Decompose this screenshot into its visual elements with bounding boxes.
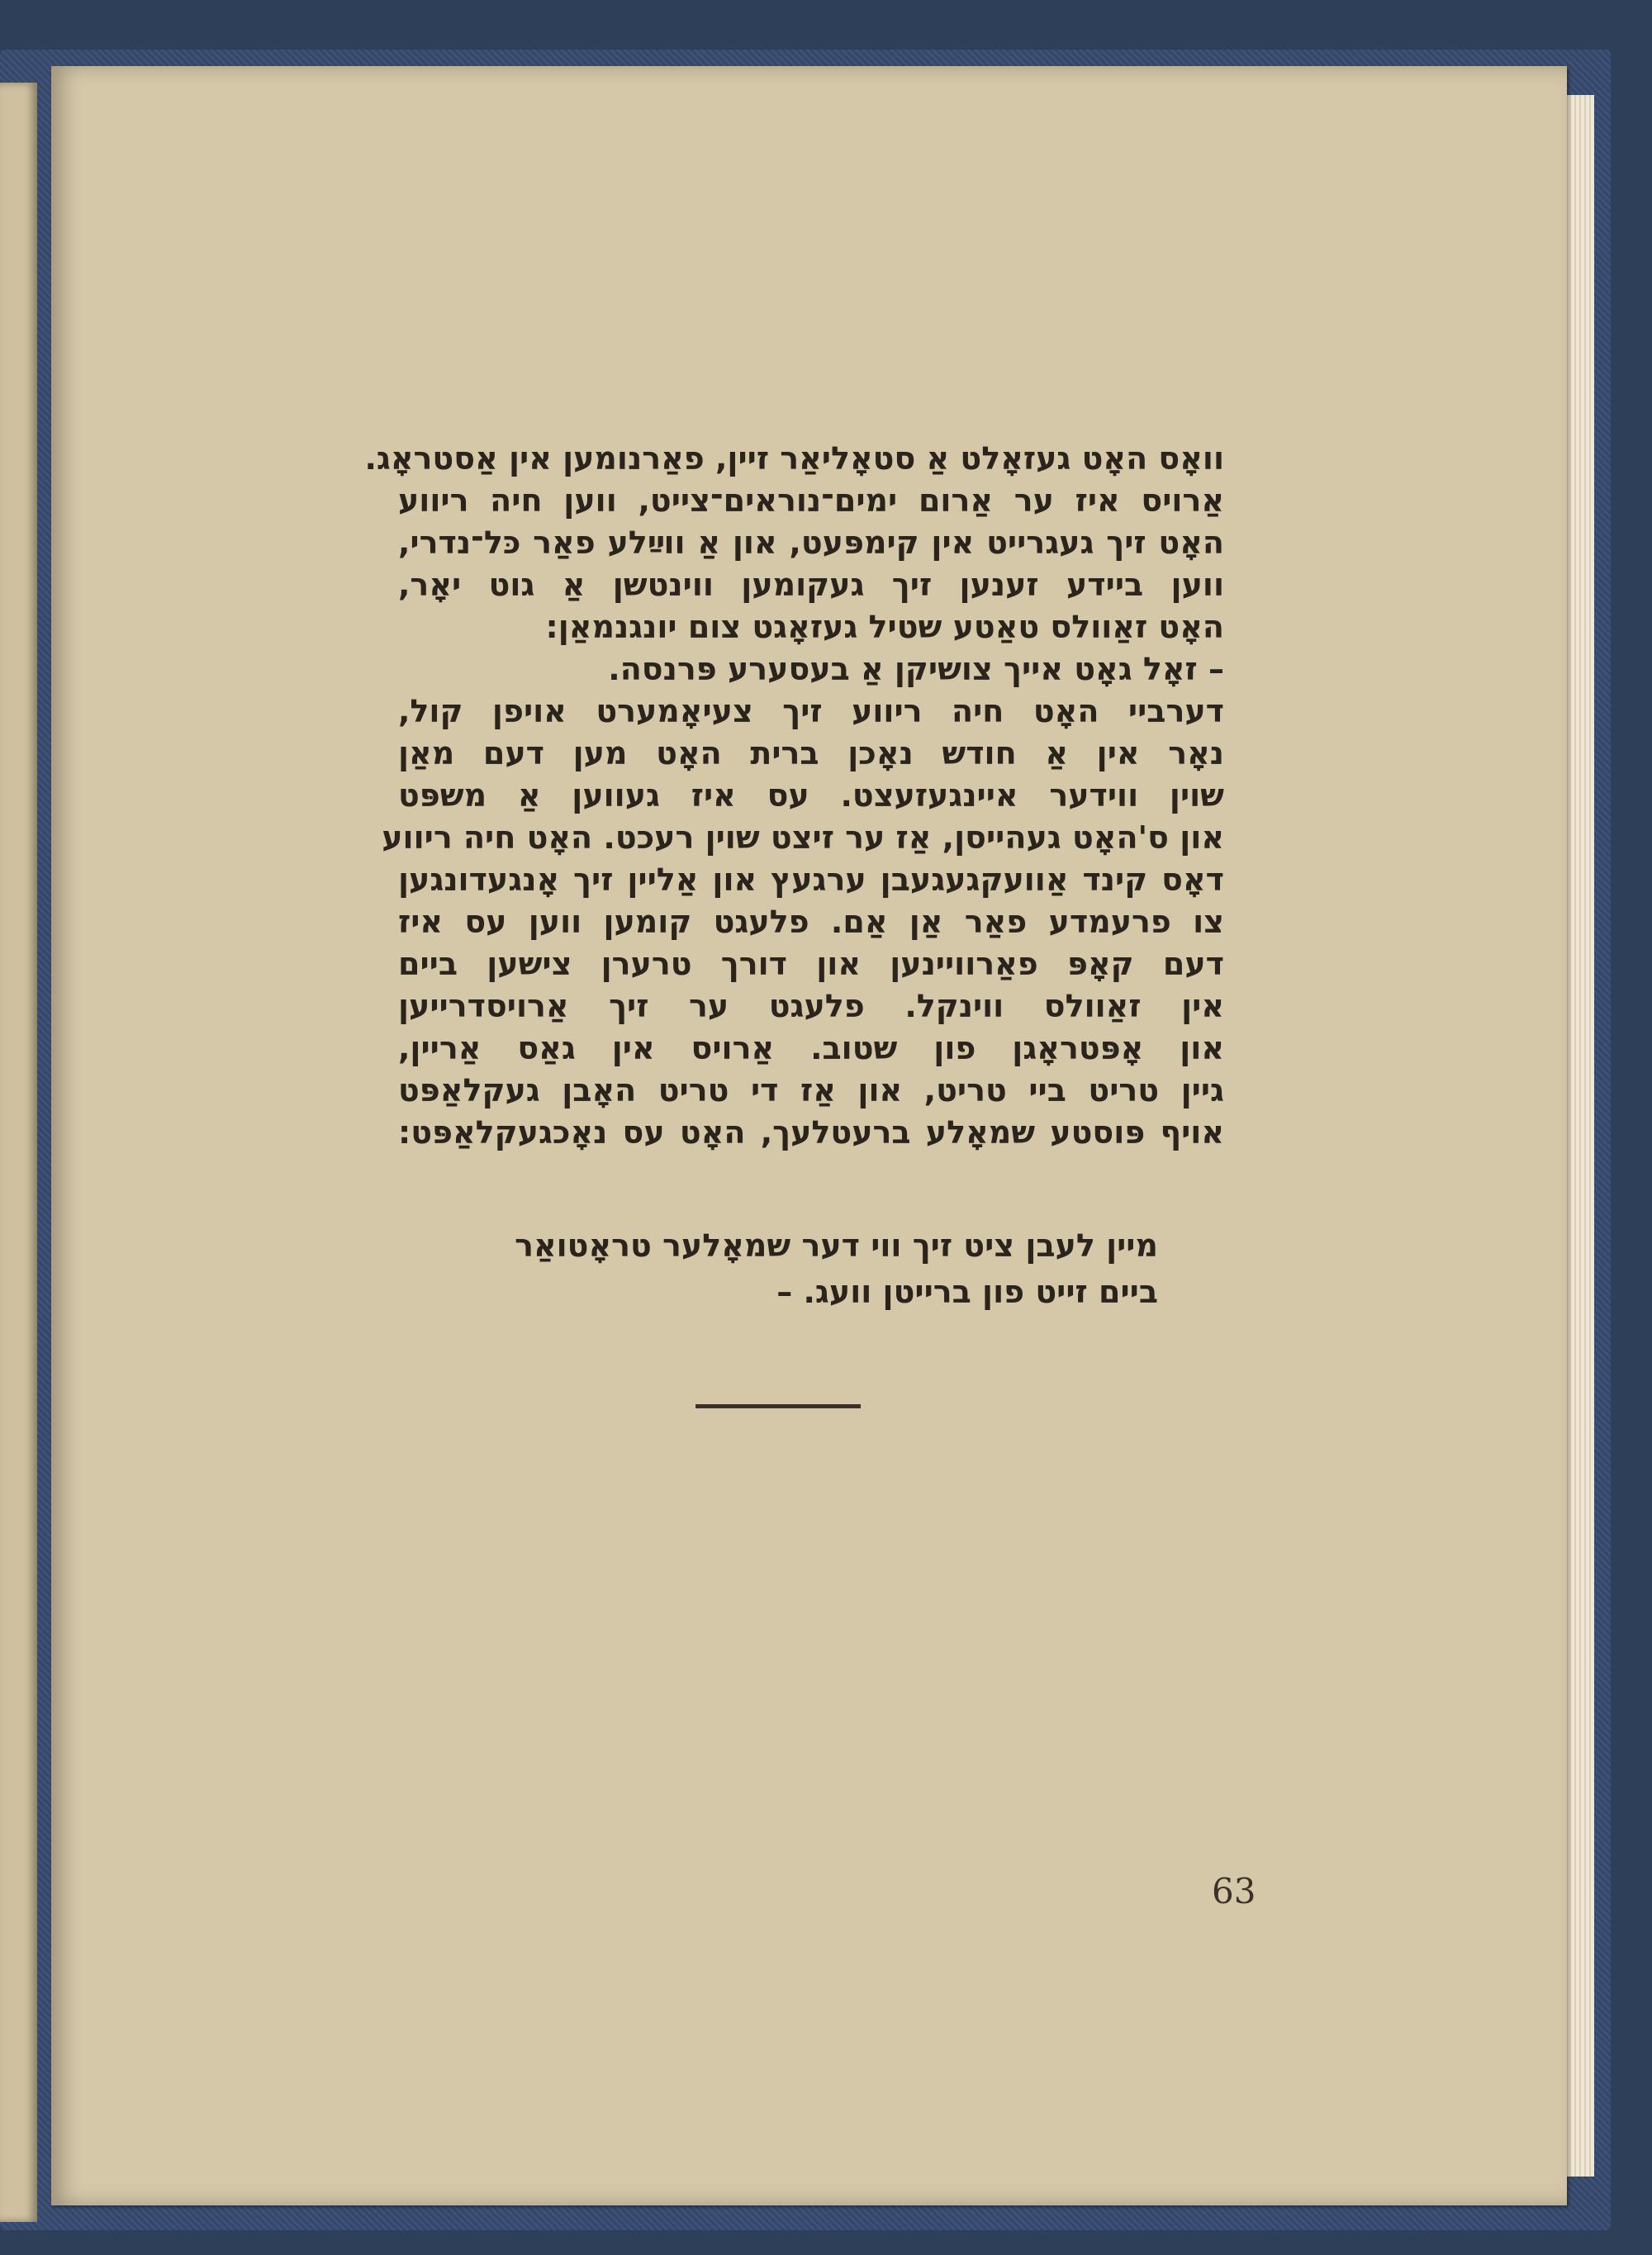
paragraph-line: האָט זיך געגרייט אין קימפּעט, און אַ ווײַלע פאַר כּל־נדרי,: [398, 525, 1224, 561]
section-divider: [695, 1404, 861, 1408]
left-page-edge: [0, 83, 37, 2222]
paragraph-line: דעם קאָפּ פאַרוויינען און דורך טרערן צישען ביים: [398, 946, 1224, 982]
paragraph-line: האָט זאַוולס טאַטע שטיל געזאָגט צום יונגנמאַן:: [545, 609, 1224, 645]
paragraph-line: גיין טריט ביי טריט, און אַז די טריט האָבן געקלאַפּט: [398, 1072, 1224, 1109]
paragraph-line: צו פרעמדע פאַר אַן אַם. פלעגט קומען ווען עס איז: [398, 904, 1224, 940]
paragraph-line: אויף פּוסטע שמאָלע ברעטלעך, האָט עס נאָכגעקלאַפּט:: [398, 1114, 1224, 1151]
verse-stanza: [514, 1222, 1158, 1315]
paragraph-line: ווען ביידע זענען זיך געקומען ווינטשן אַ גוט יאָר,: [398, 567, 1224, 603]
book-page: [51, 66, 1567, 2205]
paragraph-line: נאָר אין אַ חודש נאָכן ברית האָט מען דעם מאַן: [398, 735, 1224, 771]
paragraph-line: דאָס קינד אַוועקגעגעבן ערגעץ און אַליין זיך אָנגעדונגען: [398, 862, 1224, 898]
paragraph-line: אין זאַוולס ווינקל. פלעגט ער זיך אַרויסדרייען: [398, 988, 1224, 1024]
paragraph-line: און אָפּטראָגן פון שטוב. אַרויס אין גאַס אַריין,: [398, 1030, 1224, 1066]
stanza-line: ביים זייט פון ברייטן וועג. –: [776, 1274, 1158, 1310]
paragraph-line: אַרויס איז ער אַרום ימים־נוראים־צייט, ווען חיה ריווע: [398, 482, 1224, 519]
paragraph-line: דערביי האָט חיה ריווע זיך צעיאָמערט אויפן קול,: [398, 693, 1224, 729]
stanza-line: מיין לעבן ציט זיך ווי דער שמאָלער טראָטואַר: [515, 1227, 1158, 1264]
main-paragraph: [364, 438, 1224, 1154]
page-number: 63: [1212, 1871, 1256, 1911]
paragraph-line: שוין ווידער איינגעזעצט. עס איז געווען אַ משפּט: [398, 777, 1224, 814]
paragraph-line: און ס'האָט געהייסן, אַז ער זיצט שוין רעכט. האָט חיה ריווע: [382, 819, 1224, 856]
paragraph-line: – זאָל גאָט אייך צושיקן אַ בעסערע פּרנסה.: [608, 651, 1224, 687]
paragraph-line: וואָס האָט געזאָלט אַ סטאָליאַר זיין, פאַרנומען אין אַסטראָג.: [364, 440, 1224, 477]
